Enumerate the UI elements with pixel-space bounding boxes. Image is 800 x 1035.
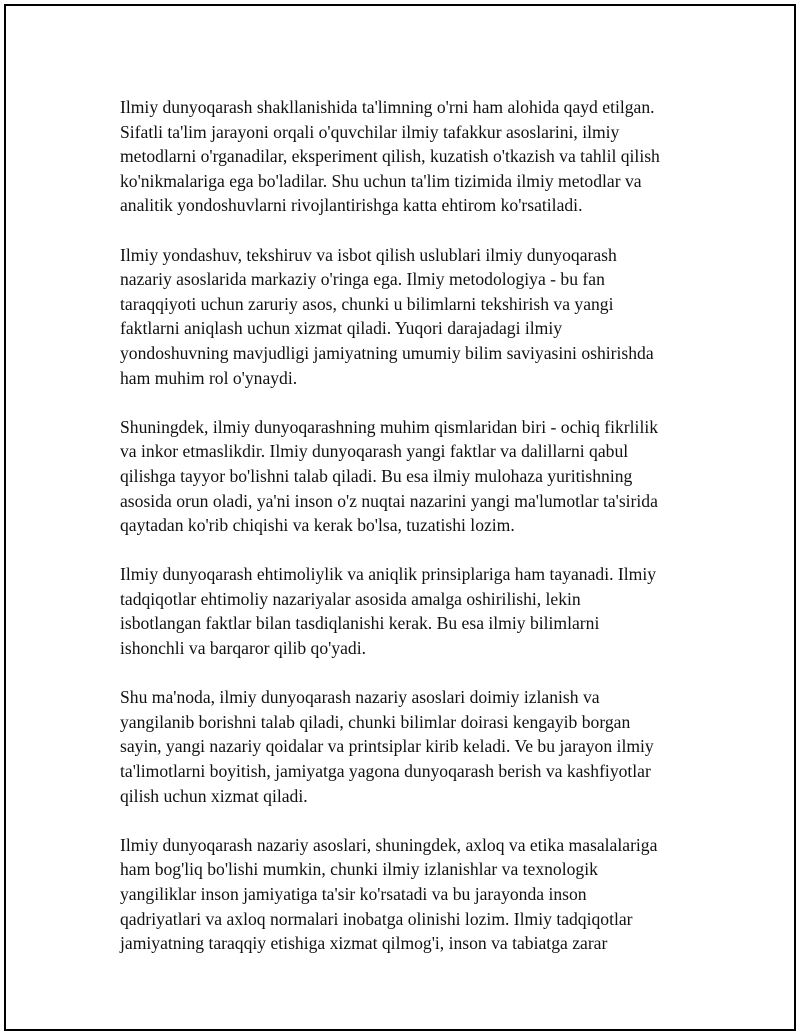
text-line: yondoshuvning mavjudligi jamiyatning umumiy bilim saviyasini oshirishda [120,342,654,363]
text-line: tadqiqotlar ehtimoliy nazariyalar asosida amalga oshirilishi, lekin [120,588,581,609]
document-body [120,95,695,980]
paragraph-1 [120,95,695,218]
text-line: yangilanib borishni talab qiladi, chunki bilimlar doirasi kengayib borgan [120,711,631,732]
text-line: sayin, yangi nazariy qoidalar va printsiplar kirib keladi. Ve bu jarayon ilmiy [120,736,654,757]
text-line: qilish uchun xizmat qiladi. [120,785,308,806]
text-line: jamiyatning taraqqiy etishiga xizmat qilmog'i, inson va tabiatga zarar [120,933,608,954]
text-line: nazariy asoslarida markaziy o'ringa ega. Ilmiy metodologiya - bu fan [120,269,605,290]
text-line: Shuningdek, ilmiy dunyoqarashning muhim qismlaridan biri - ochiq fikrlilik [120,416,659,437]
text-line: qaytadan ko'rib chiqishi va kerak bo'lsa, tuzatishi lozim. [120,515,515,536]
text-line: ishonchli va barqaror qilib qo'yadi. [120,638,367,659]
text-line: Ilmiy dunyoqarash ehtimoliylik va aniqlik prinsiplariga ham tayanadi. Ilmiy [120,564,657,585]
text-line: ham bog'liq bo'lishi mumkin, chunki ilmiy izlanishlar va texnologik [120,859,598,880]
page-frame [4,4,796,1031]
text-line: analitik yondoshuvlarni rivojlantirishga katta ehtirom ko'rsatiladi. [120,195,583,216]
paragraph-6 [120,833,695,956]
paragraph-3 [120,415,695,538]
paragraph-5 [120,685,695,808]
text-line: Ilmiy yondashuv, tekshiruv va isbot qilish uslublari ilmiy dunyoqarash [120,244,617,265]
text-line: taraqqiyoti uchun zaruriy asos, chunki u bilimlarni tekshirish va yangi [120,293,614,314]
text-line: Ilmiy dunyoqarash nazariy asoslari, shuningdek, axloq va etika masalalariga [120,834,658,855]
text-line: qadriyatlari va axloq normalari inobatga olinishi lozim. Ilmiy tadqiqotlar [120,908,633,929]
text-line: va inkor etmaslikdir. Ilmiy dunyoqarash yangi faktlar va dalillarni qabul [120,441,629,462]
text-line: ko'nikmalariga ega bo'ladilar. Shu uchun ta'lim tizimida ilmiy metodlar va [120,170,642,191]
text-line: ham muhim rol o'ynaydi. [120,367,298,388]
text-line: Ilmiy dunyoqarash shakllanishida ta'limning o'rni ham alohida qayd etilgan. [120,97,655,117]
text-line: qilishga tayyor bo'lishni talab qiladi. Bu esa ilmiy mulohaza yuritishning [120,465,633,486]
text-line: isbotlangan faktlar bilan tasdiqlanishi kerak. Bu esa ilmiy bilimlarni [120,613,600,634]
paragraph-4 [120,562,695,660]
text-line: ta'limotlarni boyitish, jamiyatga yagona dunyoqarash berish va kashfiyotlar [120,761,651,782]
paragraph-2 [120,243,695,391]
text-line: metodlarni o'rganadilar, eksperiment qilish, kuzatish o'tkazish va tahlil qilish [120,146,660,167]
text-line: asosida orun oladi, ya'ni inson o'z nuqtai nazarini yangi ma'lumotlar ta'sirida [120,490,658,511]
text-line: Shu ma'noda, ilmiy dunyoqarash nazariy asoslari doimiy izlanish va [120,687,600,708]
text-line: yangiliklar inson jamiyatiga ta'sir ko'rsatadi va bu jarayonda inson [120,884,587,904]
text-line: Sifatli ta'lim jarayoni orqali o'quvchilar ilmiy tafakkur asoslarini, ilmiy [120,121,620,142]
text-line: faktlarni aniqlash uchun xizmat qiladi. Yuqori darajadagi ilmiy [120,318,562,339]
